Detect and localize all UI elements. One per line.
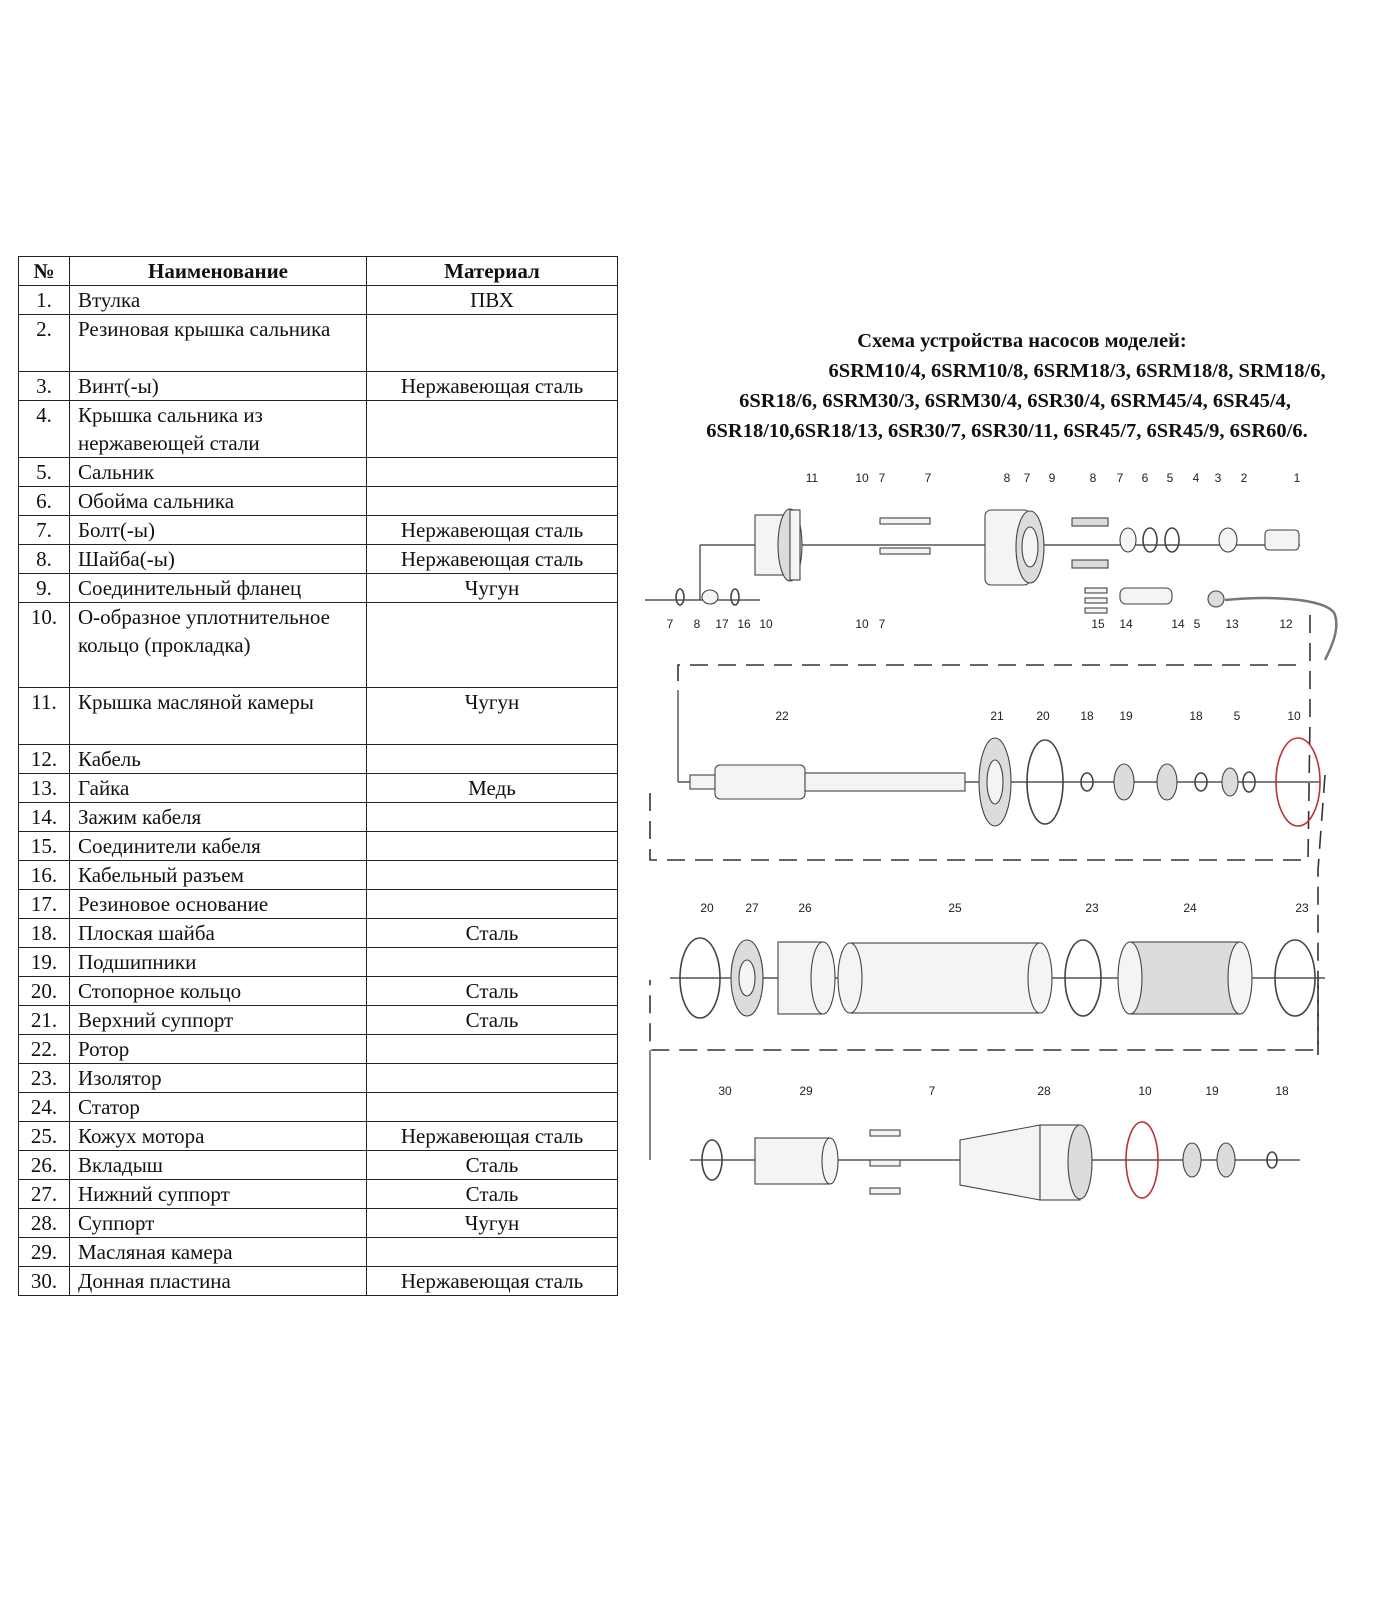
part-number: 18. (19, 919, 70, 948)
part-name: Крышка сальника из нержавеющей стали (70, 401, 367, 458)
callout-label: 7 (928, 1084, 936, 1098)
part-number: 5. (19, 458, 70, 487)
part-name: Подшипники (70, 948, 367, 977)
part-7-bolts (880, 518, 930, 554)
part-name: Масляная камера (70, 1238, 367, 1267)
part-22-rotor (690, 765, 965, 799)
part-16-17-cable-plug (676, 589, 739, 605)
callout-label: 23 (1085, 901, 1099, 915)
callout-label: 22 (775, 709, 789, 723)
part-21-upper-support (979, 738, 1011, 826)
part-material: Нержавеющая сталь (367, 1267, 618, 1296)
part-name: О-образное уплотнительное кольцо (прокладка) (70, 603, 367, 688)
callout-label: 7 (666, 617, 674, 631)
part-number: 29. (19, 1238, 70, 1267)
part-material: Сталь (367, 1151, 618, 1180)
part-2-rubber-cap (1219, 528, 1237, 552)
part-name: Ротор (70, 1035, 367, 1064)
callout-label: 5 (1233, 709, 1241, 723)
part-material: Нержавеющая сталь (367, 516, 618, 545)
part-number: 12. (19, 745, 70, 774)
part-name: Крышка масляной камеры (70, 688, 367, 745)
part-5-gland (1222, 768, 1238, 796)
callout-label: 16 (737, 617, 751, 631)
part-number: 14. (19, 803, 70, 832)
part-material: Нержавеющая сталь (367, 1122, 618, 1151)
part-19-bearing (1157, 764, 1177, 800)
part-number: 10. (19, 603, 70, 688)
callout-label: 28 (1037, 1084, 1051, 1098)
part-name: Плоская шайба (70, 919, 367, 948)
part-25-motor-casing (838, 943, 1052, 1013)
part-number: 11. (19, 688, 70, 745)
callout-label: 29 (799, 1084, 813, 1098)
part-27-lower-support (731, 940, 763, 1016)
callout-label: 20 (1036, 709, 1050, 723)
part-26-liner (778, 942, 835, 1014)
part-15-cable-connectors (1085, 588, 1107, 613)
callout-label: 11 (805, 471, 819, 485)
part-11-oil-chamber-cover (755, 509, 802, 581)
part-name: Нижний суппорт (70, 1180, 367, 1209)
part-name: Зажим кабеля (70, 803, 367, 832)
callout-label: 21 (990, 709, 1004, 723)
row-connector-line (678, 665, 1296, 690)
callout-label: 17 (715, 617, 729, 631)
callout-label: 7 (1116, 471, 1124, 485)
part-name: Обойма сальника (70, 487, 367, 516)
part-7-bolts (870, 1130, 900, 1194)
part-number: 17. (19, 890, 70, 919)
part-1-bushing (1265, 530, 1299, 550)
callout-label: 10 (759, 617, 773, 631)
callout-label: 12 (1279, 617, 1293, 631)
part-material: Чугун (367, 574, 618, 603)
part-number: 27. (19, 1180, 70, 1209)
part-number: 25. (19, 1122, 70, 1151)
part-number: 28. (19, 1209, 70, 1238)
part-24-stator (1118, 942, 1252, 1014)
callout-label: 10 (1287, 709, 1301, 723)
part-name: Стопорное кольцо (70, 977, 367, 1006)
part-material: Нержавеющая сталь (367, 372, 618, 401)
part-name: Соединительный фланец (70, 574, 367, 603)
part-number: 8. (19, 545, 70, 574)
part-number: 16. (19, 861, 70, 890)
part-material: Сталь (367, 1006, 618, 1035)
callout-label: 8 (1003, 471, 1011, 485)
part-name: Соединители кабеля (70, 832, 367, 861)
callout-label: 1 (1293, 471, 1301, 485)
callout-label: 5 (1166, 471, 1174, 485)
part-number: 24. (19, 1093, 70, 1122)
callout-label: 8 (693, 617, 701, 631)
part-number: 23. (19, 1064, 70, 1093)
part-material: Нержавеющая сталь (367, 545, 618, 574)
part-material: Сталь (367, 1180, 618, 1209)
callout-label: 10 (855, 617, 869, 631)
part-14-cable-clamp (1120, 588, 1172, 604)
callout-label: 23 (1295, 901, 1309, 915)
part-name: Донная пластина (70, 1267, 367, 1296)
callout-label: 25 (948, 901, 962, 915)
callout-label: 5 (1193, 617, 1201, 631)
part-name: Кожух мотора (70, 1122, 367, 1151)
part-number: 20. (19, 977, 70, 1006)
part-name: Резиновая крышка сальника (70, 315, 367, 372)
diagram-title-line: Схема устройства насосов моделей: (857, 330, 1187, 352)
part-name: Вкладыш (70, 1151, 367, 1180)
callout-label: 6 (1141, 471, 1149, 485)
part-number: 19. (19, 948, 70, 977)
callout-label: 19 (1119, 709, 1133, 723)
callout-label: 7 (878, 617, 886, 631)
part-9-connecting-flange (985, 510, 1044, 585)
callout-label: 2 (1240, 471, 1248, 485)
callout-label: 3 (1214, 471, 1222, 485)
callout-label: 7 (924, 471, 932, 485)
part-4-gland-cover (1165, 528, 1179, 552)
part-number: 26. (19, 1151, 70, 1180)
callout-label: 10 (855, 471, 869, 485)
diagram-title-line: 6SRM10/4, 6SRM10/8, 6SRM18/3, 6SRM18/8, SRM18/6, (828, 360, 1326, 382)
part-material: ПВХ (367, 286, 618, 315)
part-name: Резиновое основание (70, 890, 367, 919)
part-28-support (960, 1125, 1092, 1200)
diagram-title-line: 6SR18/6, 6SRM30/3, 6SRM30/4, 6SR30/4, 6SRM45/4, 6SR45/4, (739, 390, 1291, 412)
callout-label: 20 (700, 901, 714, 915)
callout-label: 18 (1080, 709, 1094, 723)
callout-label: 24 (1183, 901, 1197, 915)
header-no: № (19, 257, 70, 286)
callout-label: 4 (1192, 471, 1200, 485)
diagram-title-line: 6SR18/10,6SR18/13, 6SR30/7, 6SR30/11, 6SR45/7, 6SR45/9, 6SR60/6. (706, 420, 1308, 442)
callout-label: 13 (1225, 617, 1239, 631)
part-name: Изолятор (70, 1064, 367, 1093)
part-name: Втулка (70, 286, 367, 315)
part-name: Кабель (70, 745, 367, 774)
part-number: 13. (19, 774, 70, 803)
part-number: 4. (19, 401, 70, 458)
part-19-bearing (1114, 764, 1134, 800)
part-name: Винт(-ы) (70, 372, 367, 401)
part-number: 1. (19, 286, 70, 315)
callout-label: 10 (1138, 1084, 1152, 1098)
callout-label: 9 (1048, 471, 1056, 485)
part-name: Статор (70, 1093, 367, 1122)
part-5-gland (1143, 528, 1157, 552)
callout-label: 18 (1275, 1084, 1289, 1098)
part-number: 15. (19, 832, 70, 861)
callout-label: 7 (1023, 471, 1031, 485)
part-material: Чугун (367, 688, 618, 745)
part-material: Сталь (367, 977, 618, 1006)
part-number: 6. (19, 487, 70, 516)
callout-label: 7 (878, 471, 886, 485)
part-number: 7. (19, 516, 70, 545)
part-29-oil-chamber (755, 1138, 838, 1184)
callout-label: 15 (1091, 617, 1105, 631)
part-name: Шайба(-ы) (70, 545, 367, 574)
header-name: Наименование (70, 257, 367, 286)
row-connector-line (650, 615, 1310, 860)
callout-label: 26 (798, 901, 812, 915)
part-number: 21. (19, 1006, 70, 1035)
part-number: 3. (19, 372, 70, 401)
part-19-bearing (1217, 1143, 1235, 1177)
part-name: Сальник (70, 458, 367, 487)
callout-label: 27 (745, 901, 759, 915)
header-material: Материал (367, 257, 618, 286)
part-material: Чугун (367, 1209, 618, 1238)
part-number: 9. (19, 574, 70, 603)
callout-label: 18 (1189, 709, 1203, 723)
part-number: 30. (19, 1267, 70, 1296)
callout-label: 14 (1171, 617, 1185, 631)
callout-label: 14 (1119, 617, 1133, 631)
part-material: Медь (367, 774, 618, 803)
part-8-washers (1072, 518, 1108, 568)
callout-label: 19 (1205, 1084, 1219, 1098)
part-19-bearing (1183, 1143, 1201, 1177)
part-material: Сталь (367, 919, 618, 948)
part-6-gland-holder (1120, 528, 1136, 552)
part-name: Суппорт (70, 1209, 367, 1238)
part-name: Болт(-ы) (70, 516, 367, 545)
callout-label: 30 (718, 1084, 732, 1098)
part-number: 2. (19, 315, 70, 372)
callout-label: 8 (1089, 471, 1097, 485)
part-name: Кабельный разъем (70, 861, 367, 890)
part-13-nut (1208, 591, 1224, 607)
part-name: Верхний суппорт (70, 1006, 367, 1035)
part-number: 22. (19, 1035, 70, 1064)
part-name: Гайка (70, 774, 367, 803)
